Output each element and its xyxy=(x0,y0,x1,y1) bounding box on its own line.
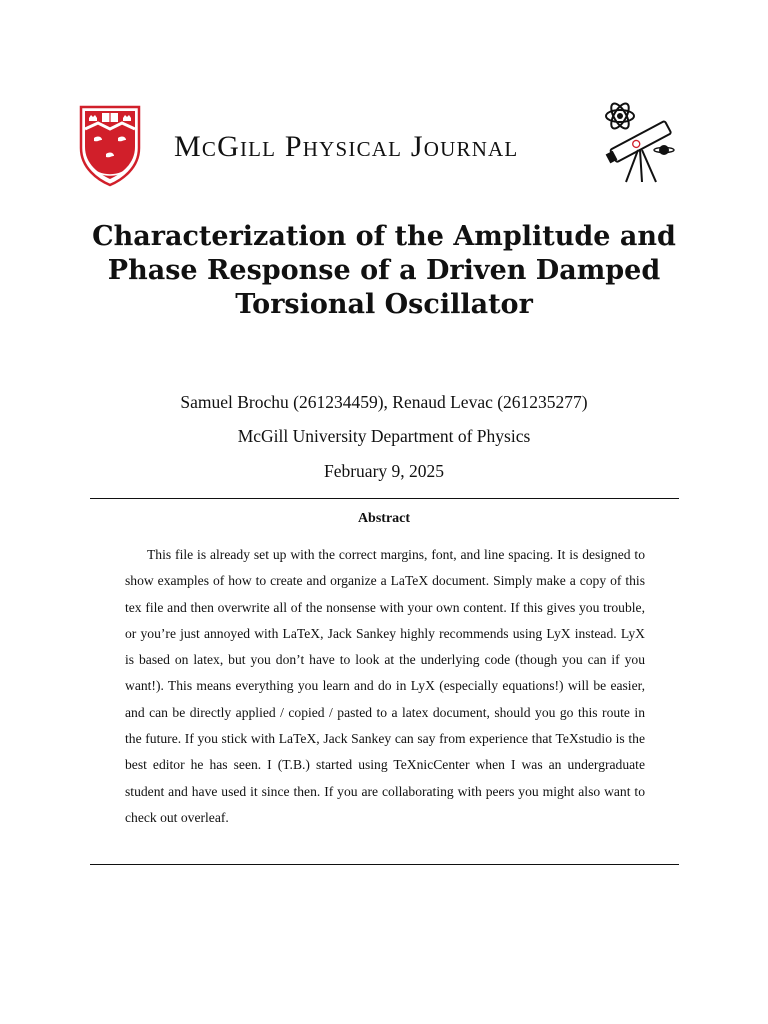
journal-title: McGill Physical Journal xyxy=(174,130,519,163)
author-list: Samuel Brochu (261234459), Renaud Levac (261235277) xyxy=(180,392,588,412)
publication-date: February 9, 2025 xyxy=(323,461,445,481)
mcgill-crest-icon xyxy=(78,104,142,188)
abstract-bottom-rule xyxy=(90,864,679,865)
abstract-top-rule xyxy=(90,498,679,499)
affiliation: McGill University Department of Physics xyxy=(237,426,531,446)
telescope-atom-logo-icon xyxy=(602,98,676,184)
abstract-heading: Abstract xyxy=(357,511,411,526)
abstract-body: This file is already set up with the correct margins, font, and line spacing. It is designed to show examples of how to create and organize a LaTeX document. Simply make a copy of this tex file and then overwrite all of the nonsense with your own content. If this gives you trouble, or you’re just annoyed with LaTeX, Jack Sankey highly recommends using LyX instead. LyX is based on latex, but you don’t have to look at the underlying code (though you can if you want!). This means everything you learn and do in LyX (especially equations!) will be easier, and can be directly applied / copied / pasted to a latex document, should you go this route in the future. If you stick with LaTeX, Jack Sankey can say from experience that TeXstudio is the best editor he has seen. I (T.B.) started using TeXnicCenter when I was an undergraduate student and have used it since then. If you are collaborating with peers you might also want to check out overleaf. xyxy=(125,547,645,825)
journal-header xyxy=(78,100,678,190)
paper-title: Characterization of the Amplitude and Phase Response of a Driven Damped Torsional Oscillator xyxy=(92,221,676,320)
